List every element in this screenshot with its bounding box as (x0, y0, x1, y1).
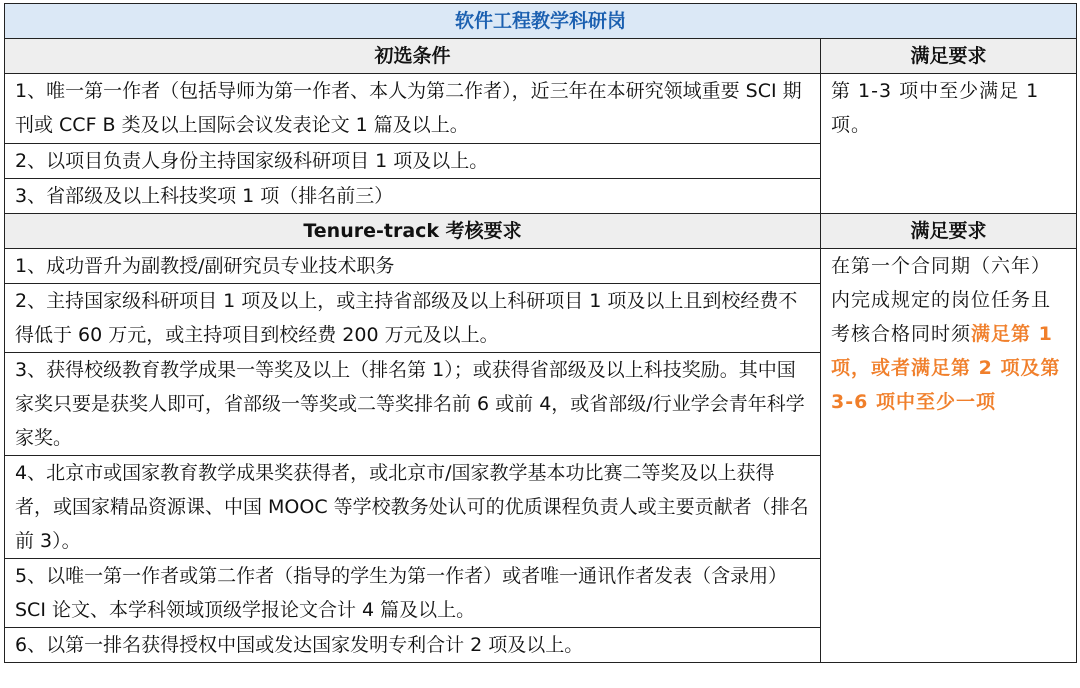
section2-item-5: 5、以唯一第一作者或第二作者（指导的学生为第一作者）或者唯一通讯作者发表（含录用）SCI 论文、本学科领域顶级学报论文合计 4 篇及以上。 (5, 559, 821, 628)
section1-item-2: 2、以项目负责人身份主持国家级科研项目 1 项及以上。 (5, 144, 821, 179)
section1-header-right: 满足要求 (821, 39, 1077, 74)
table-row (5, 249, 1077, 284)
section1-item-1: 1、唯一第一作者（包括导师为第一作者、本人为第二作者），近三年在本研究领域重要 SCI 期刊或 CCF B 类及以上国际会议发表论文 1 篇及以上。 (5, 74, 821, 144)
section1-header-left: 初选条件 (5, 39, 821, 74)
section2-item-1: 1、成功晋升为副教授/副研究员专业技术职务 (5, 249, 821, 284)
table-title: 软件工程教学科研岗 (5, 4, 1077, 39)
section2-item-3: 3、获得校级教育教学成果一等奖及以上（排名第 1）；或获得省部级及以上科技奖励。其中国家奖只要是获奖人即可，省部级一等奖或二等奖排名前 6 或前 4，或省部级/行业学会青年科学家奖。 (5, 353, 821, 456)
title-row (5, 4, 1077, 39)
section2-requirement (821, 249, 1077, 663)
section2-requirement-highlight: 满足第 1 项，或者满足第 2 项及第 3-6 项中至少一项 (831, 323, 1061, 413)
section1-item-3: 3、省部级及以上科技奖项 1 项（排名前三） (5, 179, 821, 214)
section2-header-right: 满足要求 (821, 214, 1077, 249)
section2-item-4: 4、北京市或国家教育教学成果奖获得者，或北京市/国家教学基本功比赛二等奖及以上获得者，或国家精品资源课、中国 MOOC 等学校教务处认可的优质课程负责人或主要贡献者（排名前 3）。 (5, 456, 821, 559)
section1-requirement: 第 1-3 项中至少满足 1 项。 (821, 74, 1077, 214)
section2-header-row (5, 214, 1077, 249)
table-row (5, 74, 1077, 144)
section2-item-2: 2、主持国家级科研项目 1 项及以上，或主持省部级及以上科研项目 1 项及以上且到校经费不得低于 60 万元，或主持项目到校经费 200 万元及以上。 (5, 284, 821, 353)
section2-requirement-text: 在第一个合同期（六年）内完成规定的岗位任务且考核合格同时须 (831, 255, 1052, 345)
section2-header-left: Tenure-track 考核要求 (5, 214, 821, 249)
requirements-table (4, 3, 1077, 663)
section2-item-6: 6、以第一排名获得授权中国或发达国家发明专利合计 2 项及以上。 (5, 628, 821, 663)
section1-header-row (5, 39, 1077, 74)
